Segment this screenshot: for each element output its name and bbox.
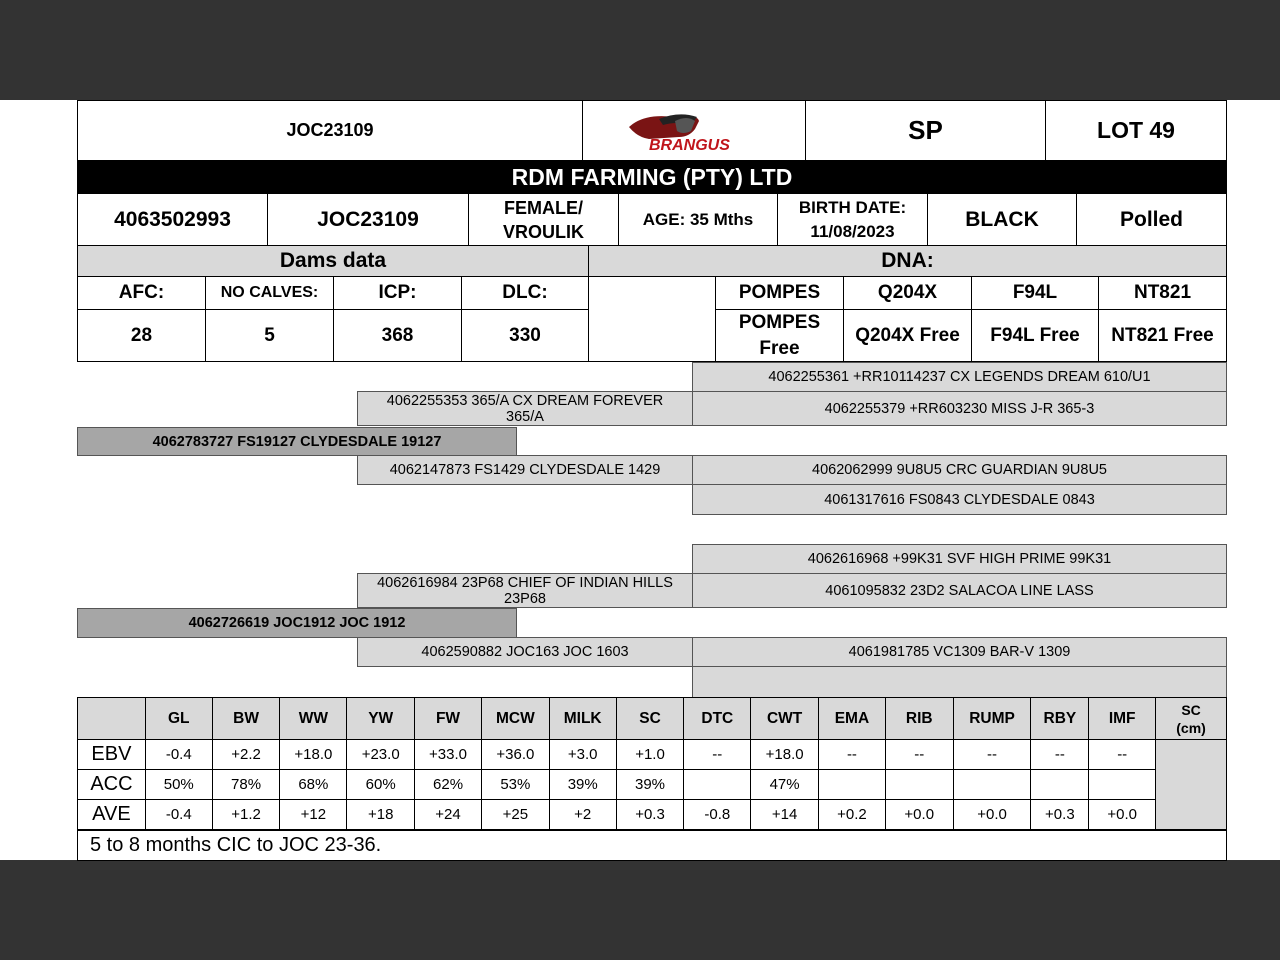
- pedigree-dam-sire-dam: 4061095832 23D2 SALACOA LINE LASS: [692, 573, 1227, 608]
- acc-row-label: ACC: [78, 770, 146, 800]
- ebv-cell: +33.0: [415, 740, 482, 770]
- ave-cell: +2: [549, 800, 616, 830]
- bull-logo-icon: [619, 107, 769, 155]
- dna-header-pompes: POMPES: [715, 276, 844, 310]
- dna-value-q204x: Q204X Free: [843, 309, 972, 362]
- pedigree-sire-dam-dam: 4061317616 FS0843 CLYDESDALE 0843: [692, 484, 1227, 515]
- pedigree-sire-sire-dam: 4062255379 +RR603230 MISS J-R 365-3: [692, 391, 1227, 426]
- sp-label: SP: [805, 100, 1046, 161]
- ebv-col-mcw: MCW: [481, 698, 549, 740]
- acc-cell: 62%: [415, 770, 482, 800]
- ebv-row-label: EBV: [78, 740, 146, 770]
- ebv-col-rby: RBY: [1031, 698, 1089, 740]
- pedigree-dam-sire-sire: 4062616968 +99K31 SVF HIGH PRIME 99K31: [692, 544, 1227, 574]
- sc-cm-line2: (cm): [1176, 719, 1206, 736]
- pedigree-sire-sire-sire: 4062255361 +RR10114237 CX LEGENDS DREAM 610/U1: [692, 362, 1227, 392]
- horn-status: Polled: [1076, 193, 1227, 246]
- pedigree-dam-dam-sire: 4061981785 VC1309 BAR-V 1309: [692, 637, 1227, 667]
- dams-header-calves: NO CALVES:: [205, 276, 334, 310]
- ebv-table: [77, 697, 1227, 830]
- ave-cell: +0.2: [819, 800, 886, 830]
- acc-cell: 39%: [616, 770, 684, 800]
- registration-number: 4063502993: [77, 193, 268, 246]
- ebv-col-rump: RUMP: [953, 698, 1031, 740]
- ebv-col-imf: IMF: [1089, 698, 1156, 740]
- dams-value-calves: 5: [205, 309, 334, 362]
- header-id: JOC23109: [77, 100, 583, 161]
- ebv-cell: +2.2: [212, 740, 280, 770]
- ave-cell: +14: [751, 800, 819, 830]
- acc-cell: 39%: [549, 770, 616, 800]
- pedigree-dam-dam: 4062590882 JOC163 JOC 1603: [357, 637, 693, 667]
- ebv-cell: +1.0: [616, 740, 684, 770]
- ebv-cell: +3.0: [549, 740, 616, 770]
- ebv-cell: +18.0: [280, 740, 347, 770]
- dams-header-dlc: DLC:: [461, 276, 589, 310]
- comment: 5 to 8 months CIC to JOC 23-36.: [77, 830, 1227, 861]
- ave-cell: +0.3: [616, 800, 684, 830]
- ebv-col-bw: BW: [212, 698, 280, 740]
- ebv-cell: +36.0: [481, 740, 549, 770]
- pedigree-dam-sire: 4062616984 23P68 CHIEF OF INDIAN HILLS 23P68: [357, 573, 693, 608]
- acc-cell: [1089, 770, 1156, 800]
- acc-cell: [819, 770, 886, 800]
- pedigree-dam: 4062726619 JOC1912 JOC 1912: [77, 608, 517, 638]
- ebv-col-dtc: DTC: [684, 698, 751, 740]
- ave-cell: +0.0: [953, 800, 1031, 830]
- dna-header-nt821: NT821: [1098, 276, 1227, 310]
- ave-cell: +0.0: [885, 800, 953, 830]
- dna-value-f94l: F94L Free: [971, 309, 1099, 362]
- ebv-cell: -0.4: [145, 740, 212, 770]
- acc-row: [78, 770, 1227, 800]
- ebv-col-yw: YW: [347, 698, 415, 740]
- sc-cm-line1: SC: [1181, 701, 1201, 718]
- ave-cell: +12: [280, 800, 347, 830]
- ebv-cell: +23.0: [347, 740, 415, 770]
- ebv-col-cwt: CWT: [751, 698, 819, 740]
- ebv-col-ema: EMA: [819, 698, 886, 740]
- acc-cell: 53%: [481, 770, 549, 800]
- ebv-col-rib: RIB: [885, 698, 953, 740]
- ebv-cell: --: [885, 740, 953, 770]
- ebv-row: [78, 740, 1227, 770]
- ebv-col-milk: MILK: [549, 698, 616, 740]
- ebv-col-gl: GL: [145, 698, 212, 740]
- ebv-col-sc: SC: [616, 698, 684, 740]
- ave-row-label: AVE: [78, 800, 146, 830]
- dams-header-icp: ICP:: [333, 276, 462, 310]
- ebv-cell: --: [953, 740, 1031, 770]
- animal-tag: JOC23109: [267, 193, 469, 246]
- ave-cell: +0.3: [1031, 800, 1089, 830]
- dams-header-afc: AFC:: [77, 276, 206, 310]
- ebv-cell: --: [819, 740, 886, 770]
- ebv-col-ww: WW: [280, 698, 347, 740]
- ave-row: [78, 800, 1227, 830]
- pedigree-sire-sire: 4062255353 365/A CX DREAM FOREVER 365/A: [357, 391, 693, 426]
- ave-cell: -0.8: [684, 800, 751, 830]
- dna-value-nt821: NT821 Free: [1098, 309, 1227, 362]
- acc-cell: 78%: [212, 770, 280, 800]
- sex: FEMALE/ VROULIK: [468, 193, 619, 246]
- ebv-header-row: [78, 698, 1227, 740]
- brangus-logo: [582, 100, 806, 161]
- acc-cell: [1031, 770, 1089, 800]
- dams-value-icp: 368: [333, 309, 462, 362]
- acc-cell: [953, 770, 1031, 800]
- pedigree-sire-dam: 4062147873 FS1429 CLYDESDALE 1429: [357, 455, 693, 485]
- dna-title: DNA:: [588, 245, 1227, 277]
- ebv-cell: --: [1031, 740, 1089, 770]
- dna-spacer: [588, 276, 716, 362]
- ave-cell: -0.4: [145, 800, 212, 830]
- acc-cell: [684, 770, 751, 800]
- ebv-cell: --: [684, 740, 751, 770]
- lot-number: LOT 49: [1045, 100, 1227, 161]
- dams-value-afc: 28: [77, 309, 206, 362]
- acc-cell: 47%: [751, 770, 819, 800]
- pedigree-dam-dam-dam: [692, 666, 1227, 698]
- svg-text:BRANGUS: BRANGUS: [649, 136, 730, 154]
- pedigree-sire-dam-sire: 4062062999 9U8U5 CRC GUARDIAN 9U8U5: [692, 455, 1227, 485]
- dna-value-pompes: POMPES Free: [715, 309, 844, 362]
- pedigree-sire: 4062783727 FS19127 CLYDESDALE 19127: [77, 427, 517, 456]
- dams-title: Dams data: [77, 245, 589, 277]
- acc-cell: 60%: [347, 770, 415, 800]
- ebv-col-fw: FW: [415, 698, 482, 740]
- breeder-banner: RDM FARMING (PTY) LTD: [77, 161, 1227, 193]
- ebv-cell: --: [1089, 740, 1156, 770]
- ebv-cell: +18.0: [751, 740, 819, 770]
- ave-cell: +18: [347, 800, 415, 830]
- ave-cell: +24: [415, 800, 482, 830]
- age: AGE: 35 Mths: [618, 193, 778, 246]
- ave-cell: +1.2: [212, 800, 280, 830]
- ebv-corner: [78, 698, 146, 740]
- colour: BLACK: [927, 193, 1077, 246]
- acc-cell: [885, 770, 953, 800]
- sc-cm-empty: [1156, 740, 1227, 830]
- dams-value-dlc: 330: [461, 309, 589, 362]
- acc-cell: 50%: [145, 770, 212, 800]
- acc-cell: 68%: [280, 770, 347, 800]
- ave-cell: +0.0: [1089, 800, 1156, 830]
- ave-cell: +25: [481, 800, 549, 830]
- birth-date: BIRTH DATE: 11/08/2023: [777, 193, 928, 246]
- ebv-col-sc-cm: [1156, 698, 1227, 740]
- dna-header-q204x: Q204X: [843, 276, 972, 310]
- dna-header-f94l: F94L: [971, 276, 1099, 310]
